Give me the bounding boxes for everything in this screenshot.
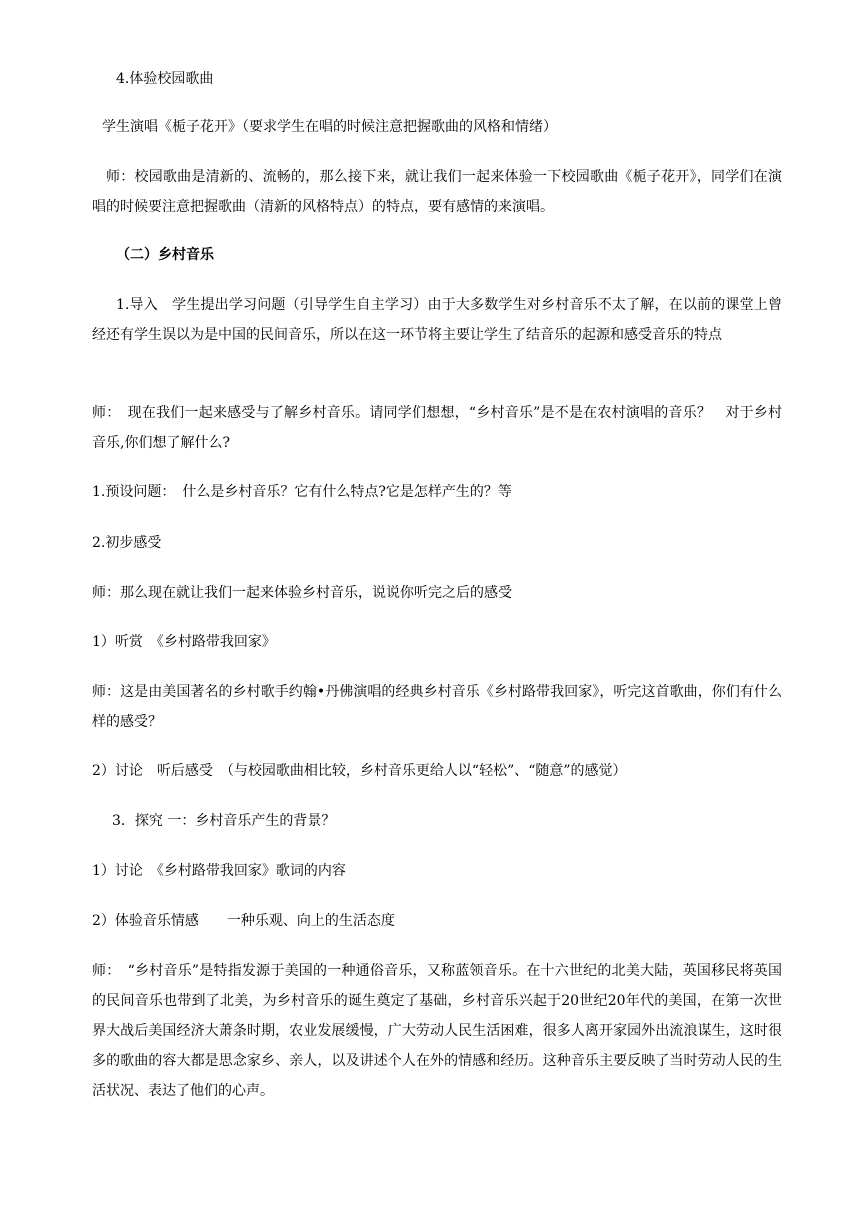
teacher-country-history-paragraph: 师： “乡村音乐”是特指发源于美国的一种通俗音乐，又称蓝领音乐。在十六世纪的北美大陆，英国移民将英国的民间音乐也带到了北美，为乡村音乐的诞生奠定了基础，乡村音乐兴起于20世纪20年代的美国，在第一次世界大战后美国经济大萧条时期，农业发展缓慢，广大劳动人民生活困难，很多人离开家园外出流浪谋生，这时很多的歌曲的容大都是思念家乡、亲人，以及讲述个人在外的情感和经历。这种音乐主要反映了当时劳动人民的生活状况、表达了他们的心声。 (92, 963, 782, 1099)
preset-questions-line: 1.预设问题： 什么是乡村音乐？它有什么特点?它是怎样产生的？等 (92, 484, 512, 500)
section-heading-country-music: （二）乡村音乐 (116, 247, 214, 263)
explore-background-line: 3．探究 一：乡村音乐产生的背景？ (112, 813, 336, 829)
teacher-experience-line: 师：那么现在就让我们一起来体验乡村音乐，说说你听完之后的感受 (92, 585, 512, 601)
student-singing-line: 学生演唱《栀子花开》（要求学生在唱的时候注意把握歌曲的风格和情绪） (102, 119, 557, 135)
teacher-question-paragraph: 师： 现在我们一起来感受与了解乡村音乐。请同学们想想，“乡村音乐”是不是在农村演唱的音乐？ 对于乡村音乐,你们想了解什么? (92, 405, 782, 451)
experience-emotion-line: 2）体验音乐情感 一种乐观、向上的生活态度 (92, 913, 395, 929)
intro-paragraph: 1.导入 学生提出学习问题（引导学生自主学习）由于大多数学生对乡村音乐不太了解，在以前的课堂上曾经还有学生误以为是中国的民间音乐，所以在这一环节将主要让学生了结音乐的起源和感受音乐的特点 (92, 297, 782, 343)
listening-line: 1）听赏 《乡村路带我回家》 (92, 634, 276, 650)
item-experience-campus-songs: 4.体验校园歌曲 (116, 71, 214, 87)
discussion-feeling-line: 2）讨论 听后感受 （与校园歌曲相比较，乡村音乐更给人以“轻松”、“随意”的感觉） (92, 763, 627, 779)
teacher-john-denver-paragraph: 师：这是由美国著名的乡村歌手约翰•丹佛演唱的经典乡村音乐《乡村路带我回家》，听完这首歌曲，你们有什么样的感受？ (92, 684, 782, 730)
initial-feeling-line: 2.初步感受 (92, 535, 162, 551)
discussion-lyrics-line: 1）讨论 《乡村路带我回家》歌词的内容 (92, 863, 346, 879)
teacher-campus-song-paragraph: 师：校园歌曲是清新的、流畅的，那么接下来，就让我们一起来体验一下校园歌曲《栀子花开》，同学们在演唱的时候要注意把握歌曲（清新的风格特点）的特点，要有感情的来演唱。 (92, 169, 782, 215)
